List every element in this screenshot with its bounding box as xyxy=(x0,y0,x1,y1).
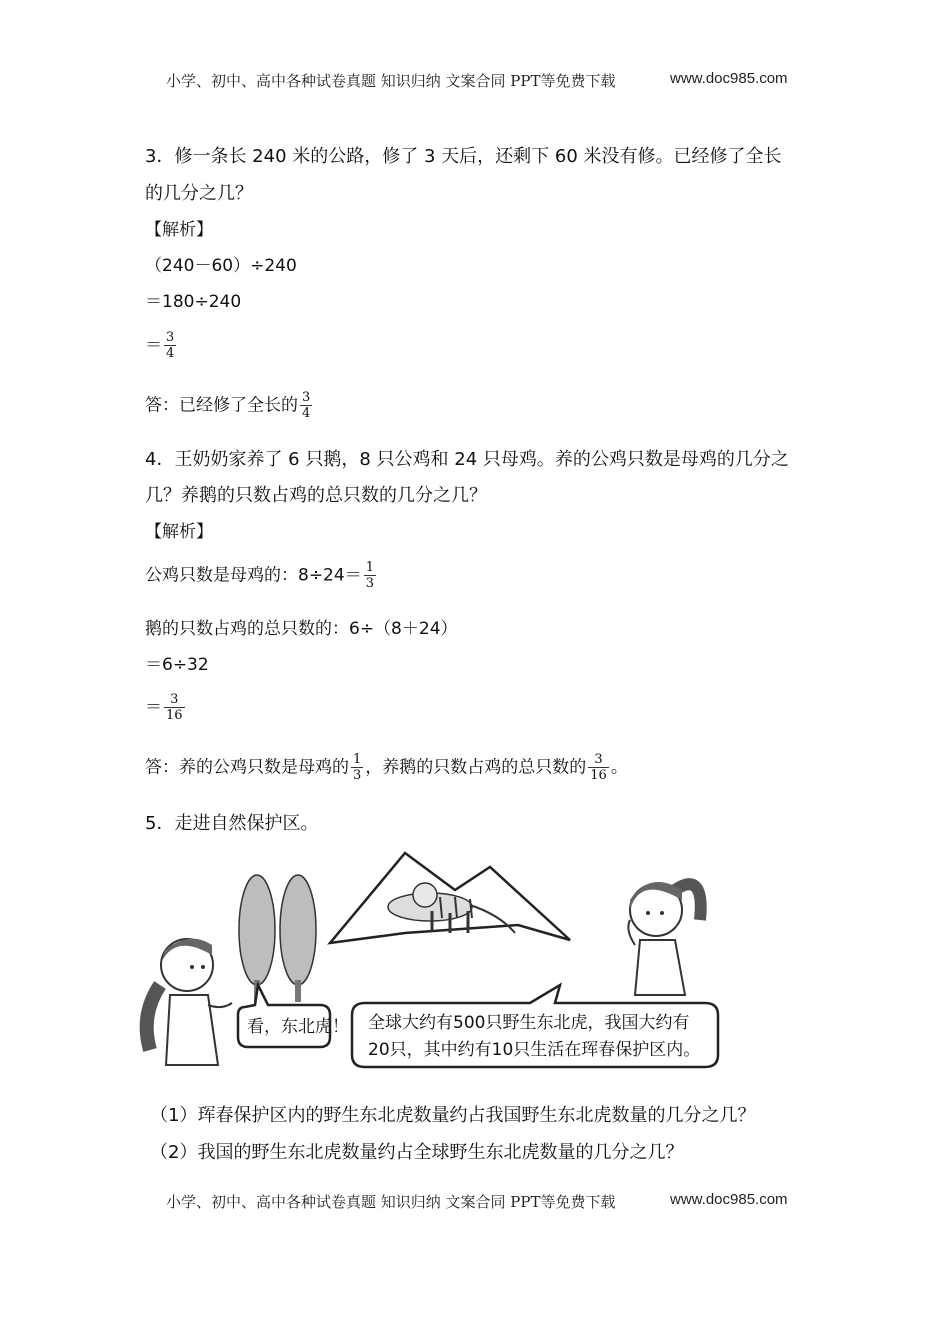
numerator: 3 xyxy=(166,330,175,345)
equals-sign: ＝ xyxy=(145,335,162,356)
q3-step1: （240－60）÷240 xyxy=(145,256,297,276)
q3-step2: ＝180÷240 xyxy=(145,292,242,312)
bubble-left-text: 看，东北虎！ xyxy=(247,1017,349,1037)
speech-bubble-right xyxy=(352,985,718,1067)
girl-left-icon xyxy=(147,939,232,1065)
girl-right-icon xyxy=(628,882,700,995)
footer-text: 小学、初中、高中各种试卷真题 知识归纳 文案合同 PPT等免费下载 xyxy=(166,1193,616,1211)
q3-answer xyxy=(145,390,314,421)
footer-url[interactable]: www.doc985.com xyxy=(670,1191,788,1208)
q3-line1: 3．修一条长 240 米的公路，修了 3 天后，还剩下 60 米没有修。已经修了全长 xyxy=(145,146,782,167)
denominator: 16 xyxy=(166,708,183,723)
q4-answer xyxy=(145,752,628,783)
fraction xyxy=(351,752,363,783)
q5-title: 5．走进自然保护区。 xyxy=(145,813,319,834)
numerator: 1 xyxy=(353,752,362,767)
q4-step1 xyxy=(145,560,378,591)
equals-sign: ＝ xyxy=(145,697,162,718)
header-text: 小学、初中、高中各种试卷真题 知识归纳 文案合同 PPT等免费下载 xyxy=(166,72,616,90)
header-url[interactable]: www.doc985.com xyxy=(670,70,788,87)
numerator: 1 xyxy=(365,560,374,575)
fraction xyxy=(300,390,312,421)
q5-sub1: （1）珲春保护区内的野生东北虎数量约占我国野生东北虎数量的几分之几？ xyxy=(150,1105,756,1126)
answer-text: 答：养的公鸡只数是母鸡的 xyxy=(145,757,349,778)
bubble-right-text-1: 全球大约有500只野生东北虎，我国大约有 xyxy=(368,1013,690,1033)
numerator: 3 xyxy=(302,390,311,405)
q5-sub2: （2）我国的野生东北虎数量约占全球野生东北虎数量的几分之几？ xyxy=(150,1142,684,1163)
denominator: 4 xyxy=(166,346,175,361)
q4-step4 xyxy=(145,692,187,723)
bubble-right-text-2: 20只，其中约有10只生活在珲春保护区内。 xyxy=(368,1040,701,1060)
fraction xyxy=(164,692,185,723)
fraction xyxy=(588,752,609,783)
q4-line2: 几？养鹅的只数占鸡的总只数的几分之几？ xyxy=(145,485,487,506)
q3-line2: 的几分之几？ xyxy=(145,183,253,204)
q3-analysis-label: 【解析】 xyxy=(145,220,213,240)
q4-line1: 4．王奶奶家养了 6 只鹅，8 只公鸡和 24 只母鸡。养的公鸡只数是母鸡的几分之 xyxy=(145,449,789,470)
q4-step3: ＝6÷32 xyxy=(145,655,209,675)
denominator: 3 xyxy=(353,768,362,783)
nature-reserve-illustration xyxy=(130,845,730,1075)
tree-icon xyxy=(280,875,316,1002)
denominator: 4 xyxy=(302,406,311,421)
answer-text: 。 xyxy=(610,757,628,778)
fraction xyxy=(164,330,176,361)
denominator: 16 xyxy=(590,768,607,783)
numerator: 3 xyxy=(588,752,609,768)
step-text: 公鸡只数是母鸡的：8÷24＝ xyxy=(145,565,362,586)
fraction xyxy=(364,560,376,591)
numerator: 3 xyxy=(164,692,185,708)
tree-icon xyxy=(239,875,275,1002)
page-header xyxy=(0,70,950,94)
answer-text: ，养鹅的只数占鸡的总只数的 xyxy=(365,757,587,778)
q3-step3 xyxy=(145,330,178,361)
answer-text: 答：已经修了全长的 xyxy=(145,395,298,416)
q4-analysis-label: 【解析】 xyxy=(145,522,213,542)
page-footer xyxy=(0,1191,950,1215)
q4-step2: 鹅的只数占鸡的总只数的：6÷（8＋24） xyxy=(145,619,458,639)
denominator: 3 xyxy=(365,576,374,591)
